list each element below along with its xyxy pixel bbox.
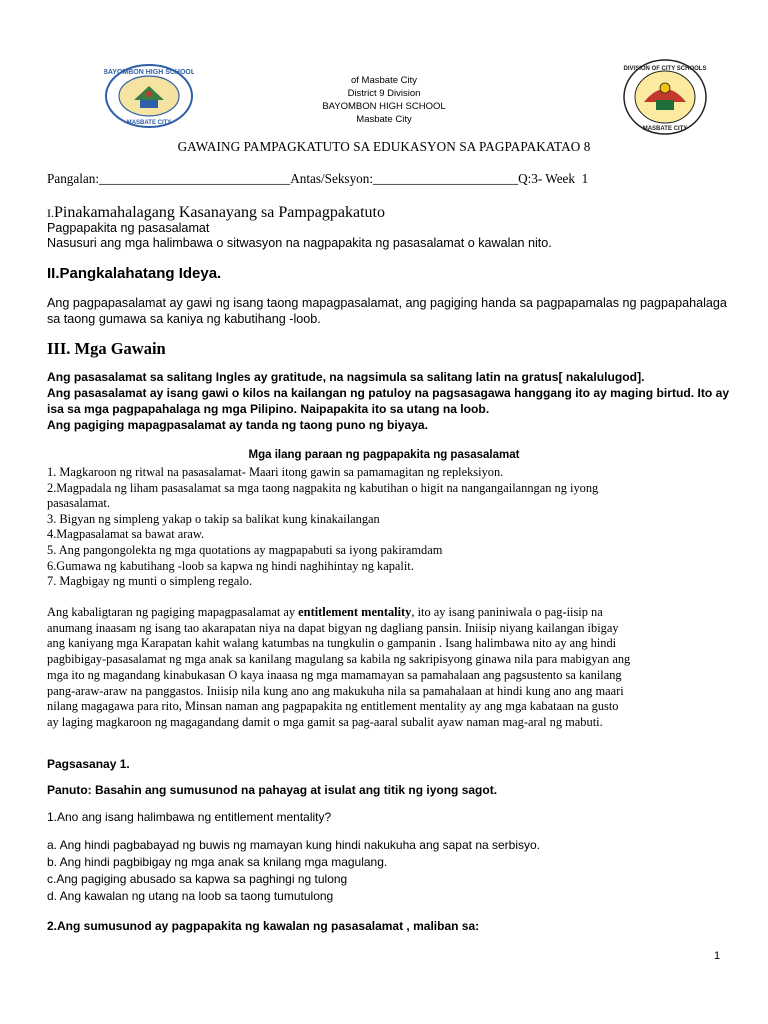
- section-1-number: I.: [47, 206, 54, 220]
- document-title: GAWAING PAMPAGKATUTO SA EDUKASYON SA PAGPAPAKATAO 8: [177, 139, 591, 154]
- exercise-label: Pagsasanay 1.: [47, 757, 130, 771]
- list-item: 1. Magkaroon ng ritwal na pasasalamat- Maari itong gawin sa pamamagitan ng repleksiyon.: [47, 465, 504, 479]
- intro-line: Ang pagiging mapagpasalamat ay tanda ng taong puno ng biyaya.: [47, 418, 429, 432]
- intro-line: Ang pasasalamat ay isang gawi o kilos na kailangan ng patuloy na pagsasagawa hanggang ito ay maging birtud. Ito ay: [47, 386, 730, 400]
- question-1-choices: [47, 837, 727, 905]
- intro-line: Ang pasasalamat sa salitang Ingles ay gratitude, na nagsimula sa salitang latin na gratus[ nakalulugod].: [47, 370, 645, 384]
- paragraph-first-line: [47, 605, 727, 621]
- exercise-instructions: Panuto: Basahin ang sumusunod na pahayag at isulat ang titik ng iyong sagot.: [47, 783, 498, 797]
- paragraph-line: nilang magagawa para rito, Minsan naman ang pagpapakita ng entitlement mentality ay ang mga kabataan na gusto: [47, 699, 619, 714]
- section-2-heading: II.Pangkalahatang Ideya.: [47, 265, 222, 282]
- section-1-title: Pinakamahalagang Kasanayang sa Pampagpakatuto: [54, 204, 385, 221]
- paragraph-line: ang kaniyang mga Karapatan kahit walang katumbas na tungkulin o gampanin . Isang halimbawa nito ay ang hindi: [47, 636, 617, 651]
- header-line-1: of Masbate City: [351, 75, 417, 86]
- page-number: 1: [714, 950, 721, 962]
- list-item: 3. Bigyan ng simpleng yakap o takip sa balikat kung kinakailangan: [47, 511, 380, 526]
- list-item: 6.Gumawa ng kabutihang -loob sa kapwa ng hindi naghihintay ng kapalit.: [47, 558, 414, 573]
- section-2-line-2: sa taong gumawa sa kaniya ng kabutihang -loob.: [47, 312, 321, 326]
- entitlement-paragraph: [47, 605, 727, 731]
- section-2-line-1: Ang pagpapasalamat ay gawi ng isang taong mapagpasalamat, ang pagiging handa sa pagpapamalas ng pagpapahalaga: [47, 296, 727, 310]
- question-1: 1.Ano ang isang halimbawa ng entitlement mentality?: [47, 810, 332, 824]
- intro-line: isa sa mga pagpapahalaga ng mga Pilipino. Naipapakita ito sa utang na loob.: [47, 402, 490, 416]
- student-info-line: Pangalan:_____________________________Antas/Seksyon:______________________Q:3- Week 1: [47, 171, 589, 186]
- paragraph-line: anumang inaasam ng isang tao akarapatan niya na dapat bigyan ng dagliang pansin. Iniisip niyang kailangan ibigay: [47, 620, 619, 635]
- section-1-line-2: Nasusuri ang mga halimbawa o sitwasyon na nagpapakita ng pasasalamat o kawalan nito.: [47, 236, 552, 250]
- choice-d: d. Ang kawalan ng utang na loob sa taong tumutulong: [47, 889, 334, 903]
- paragraph-text: , ito ay isang paniniwala o pag-iisip na: [411, 605, 603, 619]
- choice-b: b. Ang hindi pagbibigay ng mga anak sa knilang mga magulang.: [47, 855, 388, 869]
- paragraph-bold-term: entitlement mentality: [298, 605, 412, 619]
- paragraph-text: Ang kabaligtaran ng pagiging mapagpasalamat ay: [47, 605, 299, 619]
- list-item: 4.Magpasalamat sa bawat araw.: [47, 527, 205, 542]
- svg-text:MASBATE CITY: MASBATE CITY: [126, 120, 172, 126]
- header-line-4: Masbate City: [356, 114, 412, 125]
- ways-list: [47, 465, 727, 590]
- question-2: 2.Ang sumusunod ay pagpapakita ng kawalan ng pasasalamat , maliban sa:: [47, 919, 480, 933]
- header-line-2: District 9 Division: [347, 88, 421, 99]
- section-3-heading: III. Mga Gawain: [47, 339, 166, 358]
- list-item: 5. Ang pangongolekta ng mga quotations ay magpapabuti sa iyong pakiramdam: [47, 542, 443, 557]
- section-3-intro: [47, 369, 730, 433]
- svg-text:BAYOMBON HIGH SCHOOL: BAYOMBON HIGH SCHOOL: [104, 69, 194, 76]
- choice-a: a. Ang hindi pagbabayad ng buwis ng mamayan kung hindi nakukuha ang sapat na serbisyo.: [47, 838, 541, 852]
- section-1-line-1: Pagpapakita ng pasasalamat: [47, 221, 210, 235]
- section-1-heading: [47, 204, 385, 222]
- paragraph-line: mga ito ng magandang kinabukasan O kaya inaasa ng mga mamamayan sa pamahalaan ang pagsustento sa kanilang: [47, 667, 622, 682]
- list-item: pasasalamat.: [47, 496, 110, 511]
- list-item: 7. Magbigay ng munti o simpleng regalo.: [47, 574, 253, 589]
- svg-text:DIVISION OF CITY SCHOOLS: DIVISION OF CITY SCHOOLS: [623, 66, 707, 72]
- paragraph-line: ay laging magkaroon ng magagandang damit o mga gamit sa pag-aaral subalit ayaw naman mag-aral ng mabuti.: [47, 714, 603, 729]
- paragraph-line: pang-araw-araw na panggastos. Iniisip nila kung ano ang makukuha nila sa pamahalaan at hindi kung ano ang maari: [47, 683, 624, 698]
- header-school-name: BAYOMBON HIGH SCHOOL: [322, 101, 446, 112]
- list-item: 2.Magpadala ng liham pasasalamat sa mga taong nagpakita ng kabutihan o higit na nangangailanngan ng iyong: [47, 480, 599, 495]
- svg-text:MASBATE CITY: MASBATE CITY: [642, 126, 688, 132]
- list-title: Mga ilang paraan ng pagpapakita ng pasasalamat: [248, 449, 520, 461]
- paragraph-line: pagbibigay-pasasalamat ng mga anak sa kanilang magulang sa kabila ng sakripisyong ginawa nila para mabigyan ang: [47, 652, 631, 667]
- choice-c: c.Ang pagiging abusado sa kapwa sa paghingi ng tulong: [47, 872, 348, 886]
